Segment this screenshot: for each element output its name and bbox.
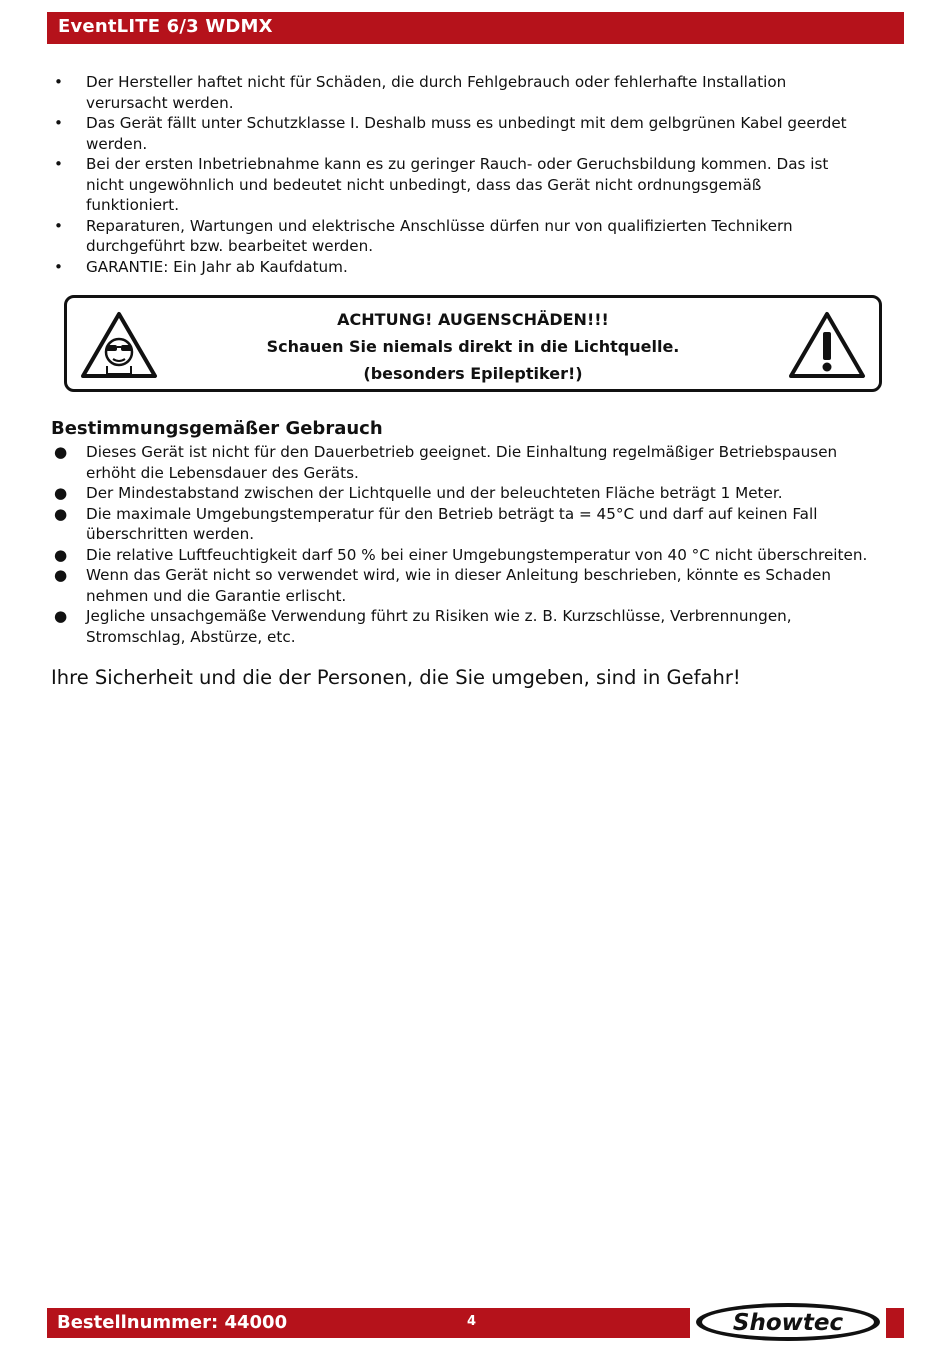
- list-item: [52, 483, 912, 504]
- bullet: •: [54, 155, 63, 173]
- list-item-line: Der Hersteller haftet nicht für Schäden, die durch Fehlgebrauch oder fehlerhafte Installation: [86, 73, 787, 91]
- logo-text: Showtec: [732, 1310, 844, 1336]
- bullet: •: [54, 216, 63, 235]
- bullet: ●: [54, 607, 68, 625]
- closing-statement: Ihre Sicherheit und die der Personen, die Sie umgeben, sind in Gefahr!: [51, 666, 741, 689]
- list-item: [52, 565, 912, 606]
- list-item: [52, 442, 912, 483]
- list-item-line: Wenn das Gerät nicht so verwendet wird, wie in dieser Anleitung beschrieben, könnte es Schaden: [86, 566, 831, 584]
- bullet: ●: [54, 504, 68, 523]
- list-item: [52, 545, 912, 566]
- list-item-line: verursacht werden.: [86, 93, 234, 112]
- warning-text: [167, 306, 779, 387]
- section-heading: Bestimmungsgemäßer Gebrauch: [51, 418, 383, 439]
- list-item-line: Das Gerät fällt unter Schutzklasse I. Deshalb muss es unbedingt mit dem gelbgrünen Kabel geerdet: [86, 114, 847, 132]
- list-item: [52, 216, 852, 257]
- list-item-line: Stromschlag, Abstürze, etc.: [86, 627, 296, 646]
- page-number: 4: [467, 1314, 477, 1329]
- bullet: ●: [54, 443, 68, 461]
- list-item-line: nicht ungewöhnlich und bedeutet nicht unbedingt, dass das Gerät nicht ordnungsgemäß: [86, 175, 762, 194]
- bullet: •: [54, 114, 63, 132]
- list-item: [52, 154, 852, 216]
- bullet: ●: [54, 545, 68, 564]
- safety-list: [52, 72, 852, 277]
- list-item-line: Der Mindestabstand zwischen der Lichtquelle und der beleuchteten Fläche beträgt 1 Meter.: [86, 484, 783, 502]
- warning-line-2: Schauen Sie niemals direkt in die Lichtquelle.: [266, 337, 680, 356]
- list-item-line: GARANTIE: Ein Jahr ab Kaufdatum.: [86, 257, 348, 276]
- bullet: ●: [54, 566, 68, 584]
- list-item: [52, 606, 912, 647]
- bullet: ●: [54, 484, 68, 502]
- bullet: •: [54, 73, 63, 91]
- list-item-line: Dieses Gerät ist nicht für den Dauerbetrieb geeignet. Die Einhaltung regelmäßiger Betriebspausen: [86, 443, 838, 461]
- list-item-line: Jegliche unsachgemäße Verwendung führt zu Risiken wie z. B. Kurzschlüsse, Verbrennungen,: [86, 607, 792, 625]
- order-number: Bestellnummer: 44000: [57, 1312, 288, 1333]
- list-item-line: nehmen und die Garantie erlischt.: [86, 586, 347, 605]
- header-bar: [47, 12, 904, 44]
- list-item-line: erhöht die Lebensdauer des Geräts.: [86, 463, 359, 482]
- usage-list: [52, 442, 912, 647]
- list-item: [52, 257, 852, 278]
- list-item: [52, 504, 912, 545]
- list-item: [52, 72, 852, 113]
- document-title: EventLITE 6/3 WDMX: [58, 16, 273, 37]
- eye-warning-box: [64, 295, 882, 392]
- showtec-logo: [690, 1300, 886, 1344]
- eye-protection-warning-icon: [79, 310, 159, 380]
- exclamation-warning-icon: [787, 310, 867, 380]
- list-item-line: Bei der ersten Inbetriebnahme kann es zu geringer Rauch- oder Geruchsbildung kommen. Das ist: [86, 155, 829, 173]
- list-item-line: funktioniert.: [86, 196, 180, 214]
- list-item-line: Die maximale Umgebungstemperatur für den Betrieb beträgt ta = 45°C und darf auf keinen Fall: [86, 504, 818, 523]
- list-item-line: Die relative Luftfeuchtigkeit darf 50 % bei einer Umgebungstemperatur von 40 °C nicht überschreiten.: [86, 545, 868, 564]
- list-item-line: überschritten werden.: [86, 525, 255, 543]
- list-item: [52, 113, 852, 154]
- list-item-line: werden.: [86, 134, 148, 153]
- warning-line-3: (besonders Epileptiker!): [363, 364, 583, 383]
- list-item-line: Reparaturen, Wartungen und elektrische Anschlüsse dürfen nur von qualifizierten Technikern: [86, 216, 793, 235]
- warning-line-1: ACHTUNG! AUGENSCHÄDEN!!!: [337, 310, 609, 329]
- bullet: •: [54, 257, 63, 276]
- list-item-line: durchgeführt bzw. bearbeitet werden.: [86, 237, 374, 255]
